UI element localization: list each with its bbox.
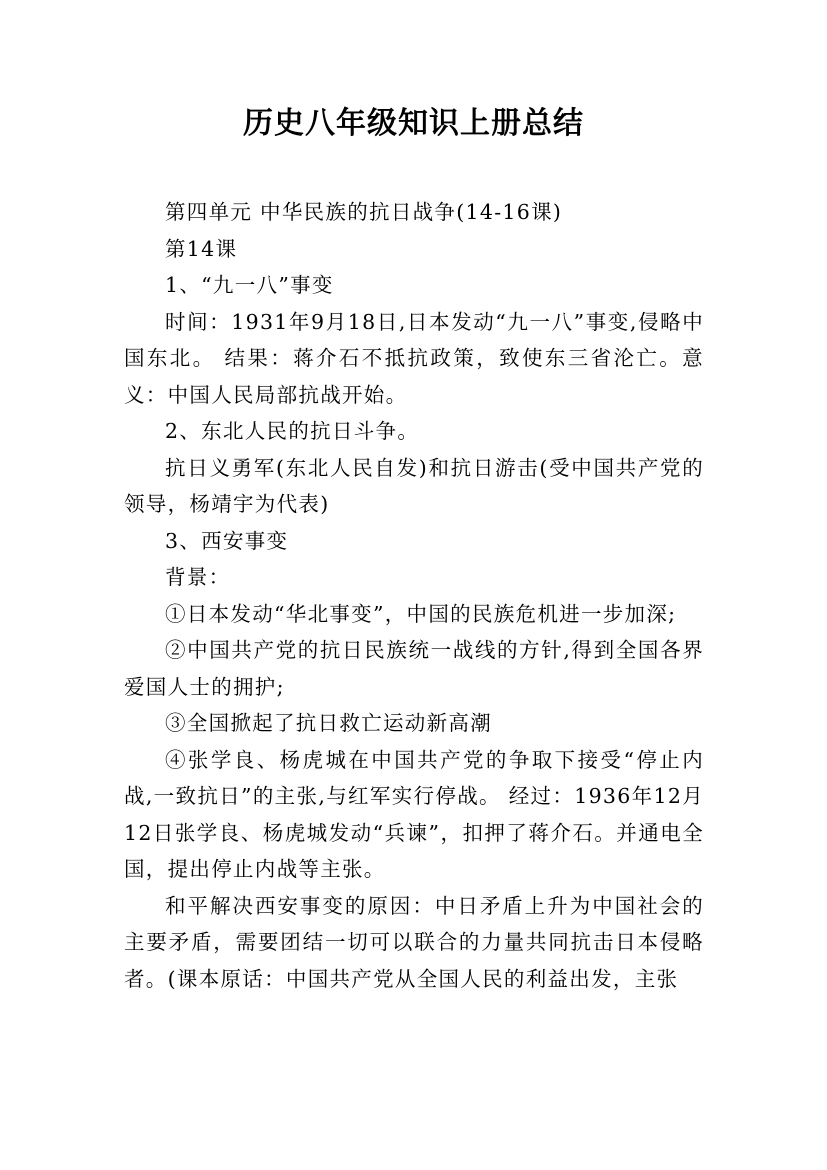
paragraph-section-2-heading: 2、东北人民的抗日斗争。 bbox=[165, 419, 420, 443]
page-title: 历史八年级知识上册总结 bbox=[243, 106, 584, 141]
paragraph-peaceful-resolution: 和平解决西安事变的原因：中日矛盾上升为中国社会的主要矛盾，需要团结一切可以联合的力量共同抗击日本侵略者。(课本原话：中国共产党从全国人民的利益出发，主张 bbox=[124, 893, 704, 991]
paragraph-background-item-1: ①日本发动“华北事变”，中国的民族危机进一步加深; bbox=[165, 601, 677, 626]
paragraph-section-3-heading: 3、西安事变 bbox=[165, 528, 289, 553]
paragraph-background-item-3: ③全国掀起了抗日救亡运动新高潮 bbox=[165, 711, 492, 735]
paragraph-background-label: 背景： bbox=[165, 565, 231, 589]
paragraph-lesson-heading: 第14课 bbox=[165, 236, 238, 261]
paragraph-unit-heading: 第四单元 中华民族的抗日战争(14-16课) bbox=[165, 200, 563, 224]
paragraph-background-item-2: ②中国共产党的抗日民族统一战线的方针,得到全国各界爱国人士的拥护; bbox=[124, 638, 704, 699]
paragraph-section-2-content: 抗日义勇军(东北人民自发)和抗日游击(受中国共产党的领导，杨靖宇为代表) bbox=[124, 455, 704, 516]
paragraph-section-1-heading: 1、“九一八”事变 bbox=[165, 273, 334, 297]
paragraph-section-1-content: 时间：1931年9月18日,日本发动“九一八”事变,侵略中国东北。 结果：蒋介石不抵抗政策，致使东三省沦亡。意义：中国人民局部抗战开始。 bbox=[124, 309, 704, 407]
document-body bbox=[124, 194, 704, 997]
paragraph-background-item-4: ④张学良、杨虎城在中国共产党的争取下接受“停止内战,一致抗日”的主张,与红军实行停战。 经过：1936年12月12日张学良、杨虎城发动“兵谏”，扣押了蒋介石。并通电全国，提出停止内战等主张。 bbox=[124, 747, 704, 881]
